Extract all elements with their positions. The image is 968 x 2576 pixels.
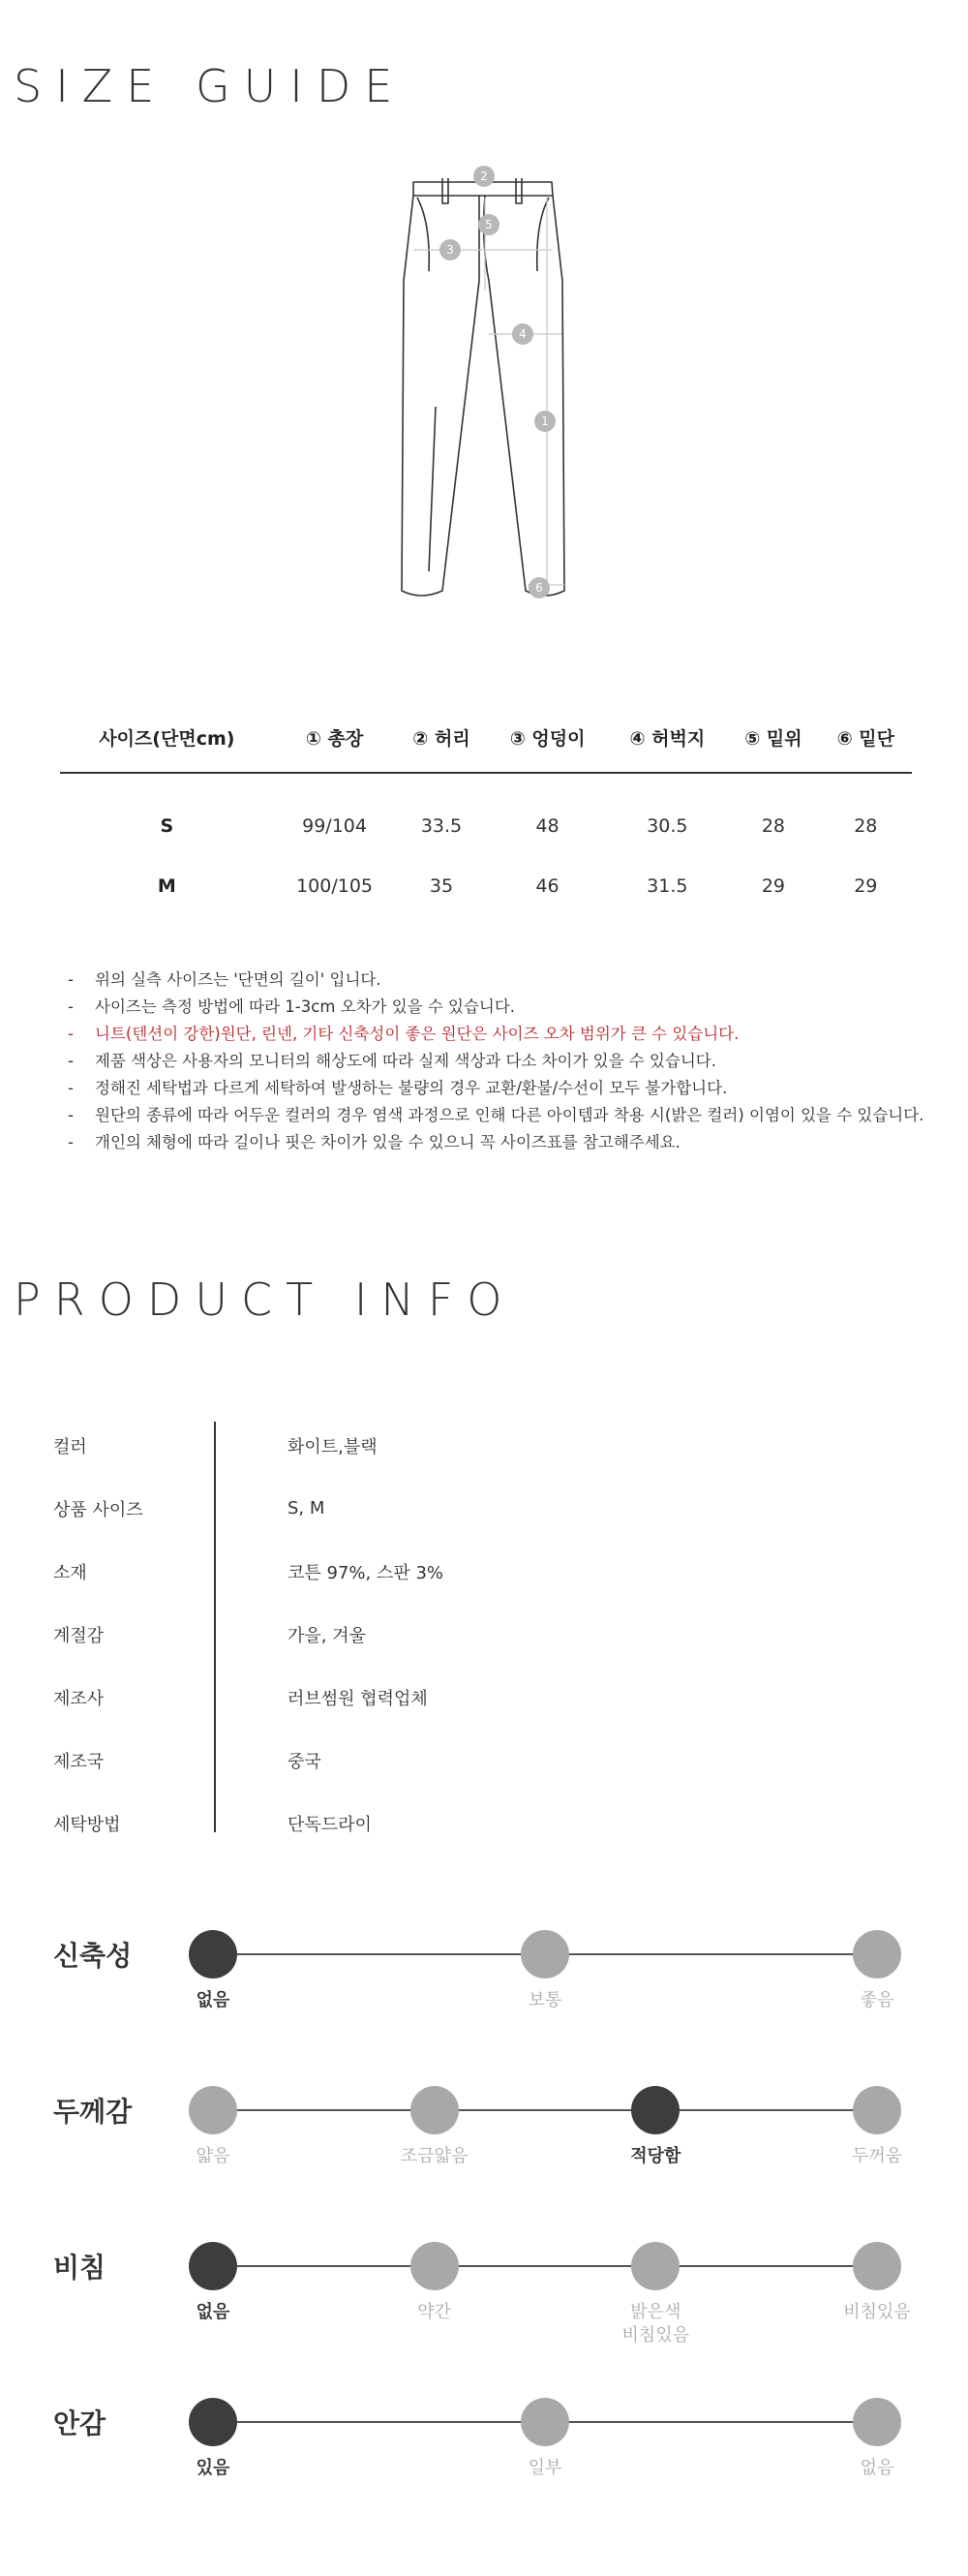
info-value: 화이트,블랙 xyxy=(287,1436,378,1457)
table-cell: 48 xyxy=(535,815,560,837)
list-item: - 정해진 세탁법과 다르게 세탁하여 발생하는 불량의 경우 교환/환불/수선이 모두 불가합니다. xyxy=(66,1075,923,1102)
list-item: - 제품 색상은 사용자의 모니터의 해상도에 따라 실제 색상과 다소 차이가 있을 수 있습니다. xyxy=(66,1048,923,1075)
size-table-header: ② 허리 xyxy=(412,727,470,750)
scale-dot xyxy=(410,2242,459,2290)
scale-line xyxy=(213,2265,877,2267)
scale-dot xyxy=(521,2398,569,2446)
info-row xyxy=(53,1414,443,1477)
size-table-header: ⑤ 밑위 xyxy=(744,727,802,750)
scale-dot xyxy=(853,2242,901,2290)
scale-option-label: 조금얇음 xyxy=(400,2146,469,2166)
table-cell: 35 xyxy=(429,875,454,897)
scale-option-label: 두꺼움 xyxy=(851,2146,903,2166)
scale-option-label: 적당함 xyxy=(630,2146,681,2166)
info-value: 가을, 겨울 xyxy=(287,1625,366,1646)
scale-dot xyxy=(853,1930,901,1978)
scale-stretch xyxy=(0,1935,968,2080)
scale-line xyxy=(213,2109,877,2111)
table-cell: 28 xyxy=(761,815,786,837)
scale-option-label: 일부 xyxy=(528,2458,562,2478)
table-cell: 46 xyxy=(535,875,560,897)
scale-dot xyxy=(189,1930,237,1978)
info-value: 러브썸원 협력업체 xyxy=(287,1688,428,1709)
size-table-header: ④ 허벅지 xyxy=(629,727,706,750)
info-key: 컬러 xyxy=(53,1436,87,1457)
scale-sheerness xyxy=(0,2247,968,2392)
info-key: 상품 사이즈 xyxy=(53,1499,143,1520)
product-info-table xyxy=(53,1414,443,1855)
info-key: 제조사 xyxy=(53,1688,105,1709)
info-row xyxy=(53,1729,443,1792)
scale-title: 두께감 xyxy=(53,2096,133,2128)
scale-option-label: 비침있음 xyxy=(843,2302,911,2322)
scale-option-label: 있음 xyxy=(196,2458,230,2478)
product-info-title: PRODUCT INFO xyxy=(14,1273,516,1326)
pants-measurement-diagram xyxy=(392,165,576,620)
info-row xyxy=(53,1666,443,1729)
table-cell: S xyxy=(160,815,174,837)
info-row xyxy=(53,1792,443,1855)
table-cell: M xyxy=(157,875,176,897)
scale-lining xyxy=(0,2403,968,2548)
table-cell: 33.5 xyxy=(420,815,463,837)
table-row xyxy=(60,856,912,916)
measure-label-1: 1 xyxy=(541,414,549,428)
info-value: S, M xyxy=(287,1498,325,1518)
scale-title: 안감 xyxy=(53,2407,106,2439)
table-cell: 100/105 xyxy=(296,875,373,897)
scale-option-label: 없음 xyxy=(196,1990,230,2010)
scale-dot xyxy=(853,2086,901,2134)
size-notes-list xyxy=(66,966,923,1156)
info-row xyxy=(53,1540,443,1603)
info-key: 계절감 xyxy=(53,1625,105,1646)
measure-label-4: 4 xyxy=(519,327,527,341)
info-row xyxy=(53,1477,443,1540)
measure-label-6: 6 xyxy=(535,581,543,595)
measure-label-3: 3 xyxy=(446,243,454,257)
scale-dot xyxy=(189,2242,237,2290)
size-table-header: ① 총장 xyxy=(305,727,364,750)
scale-option-label: 없음 xyxy=(196,2302,230,2322)
table-cell: 29 xyxy=(854,875,878,897)
table-cell: 99/104 xyxy=(302,815,367,837)
info-value: 중국 xyxy=(287,1751,321,1772)
info-value: 단독드라이 xyxy=(287,1814,372,1835)
size-table-header: 사이즈(단면cm) xyxy=(99,727,235,750)
scale-dot xyxy=(189,2086,237,2134)
table-cell: 28 xyxy=(854,815,878,837)
table-cell: 31.5 xyxy=(647,875,688,897)
scale-option-label: 얇음 xyxy=(196,2146,230,2166)
scale-dot xyxy=(189,2398,237,2446)
info-key: 세탁방법 xyxy=(53,1814,121,1835)
list-item: - 개인의 체형에 따라 길이나 핏은 차이가 있을 수 있으니 꼭 사이즈표를 참고해주세요. xyxy=(66,1129,923,1156)
info-key: 소재 xyxy=(53,1562,87,1583)
list-item: - 위의 실측 사이즈는 '단면의 길이' 입니다. xyxy=(66,966,923,994)
size-table-header: ⑥ 밑단 xyxy=(836,727,894,750)
scale-dot xyxy=(521,1930,569,1978)
scale-dot xyxy=(631,2086,680,2134)
scale-option-label: 약간 xyxy=(417,2302,452,2322)
list-item: - 원단의 종류에 따라 어두운 컬러의 경우 염색 과정으로 인해 다른 아이템과 착용 시(밝은 컬러) 이염이 있을 수 있습니다. xyxy=(66,1102,923,1129)
info-value: 코튼 97%, 스판 3% xyxy=(287,1562,444,1583)
list-item: - 사이즈는 측정 방법에 따라 1-3cm 오차가 있을 수 있습니다. xyxy=(66,994,923,1021)
scale-dot xyxy=(853,2398,901,2446)
size-guide-title: SIZE GUIDE xyxy=(14,60,407,112)
scale-dot xyxy=(410,2086,459,2134)
size-table-header-row xyxy=(60,702,912,773)
scale-thickness xyxy=(0,2091,968,2236)
info-row xyxy=(53,1603,443,1666)
table-cell: 30.5 xyxy=(647,815,688,837)
measure-label-5: 5 xyxy=(485,218,493,231)
scale-dot xyxy=(631,2242,680,2290)
scale-option-label: 보통 xyxy=(528,1990,562,2010)
size-table-header: ③ 엉덩이 xyxy=(509,727,586,750)
scale-option-label: 좋음 xyxy=(860,1990,894,2010)
measure-label-2: 2 xyxy=(480,169,488,183)
scale-option-label: 밝은색 비침있음 xyxy=(621,2302,690,2346)
scale-option-label: 없음 xyxy=(860,2458,894,2478)
size-table xyxy=(60,702,912,916)
scale-title: 신축성 xyxy=(53,1940,133,1972)
warning-note: - 니트(텐션이 강한)원단, 린넨, 기타 신축성이 좋은 원단은 사이즈 오차 범위가 큰 수 있습니다. xyxy=(66,1021,923,1048)
table-cell: 29 xyxy=(761,875,786,897)
table-row xyxy=(60,773,912,856)
info-key: 제조국 xyxy=(53,1751,105,1772)
scale-title: 비침 xyxy=(53,2252,106,2284)
